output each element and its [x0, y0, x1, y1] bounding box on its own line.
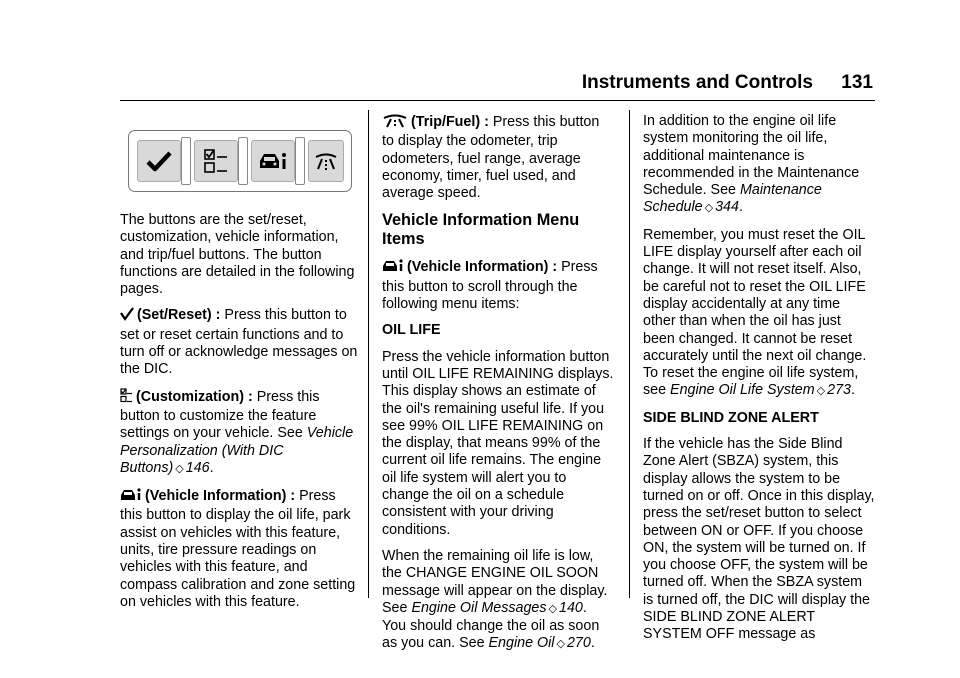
trip-fuel-button[interactable] — [308, 140, 344, 182]
oil-low-paragraph: When the remaining oil life is low, the CHANGE ENGINE OIL SOON message will appear on the display. See Engine Oil Messages ◇ 140. You should change the oil as soon as you can. See Engine Oil ◇ 270. — [382, 547, 608, 652]
trip-fuel-description — [382, 113, 614, 202]
check-icon — [120, 307, 134, 326]
set-reset-button[interactable] — [137, 140, 181, 182]
xref-engine-oil-messages[interactable]: Engine Oil Messages — [411, 599, 547, 616]
column-2 — [382, 113, 614, 663]
dic-button-panel — [128, 130, 352, 192]
check-icon — [146, 150, 172, 172]
vehicle-info-label: (Vehicle Information) : — [145, 488, 296, 505]
xref-arrow-icon: ◇ — [175, 462, 184, 475]
customization-button[interactable] — [194, 140, 238, 182]
customize-icon — [120, 388, 133, 408]
vehicle-info-text: Press this button to display the oil life, park assist on vehicles with this feature, units, tire pressure readings on vehicles with this feature, and compass calibration and zone setting on vehicles with this feature. — [120, 488, 356, 610]
column-divider — [629, 110, 630, 598]
vehicle-info-menu-description — [382, 258, 614, 313]
xref-engine-oil[interactable]: Engine Oil — [488, 635, 555, 652]
xref-page[interactable]: 344 — [715, 199, 739, 216]
xref-arrow-icon: ◇ — [548, 602, 558, 615]
customize-icon — [203, 148, 229, 174]
sbza-heading: SIDE BLIND ZONE ALERT — [643, 409, 819, 426]
vehicle-info-menu-text: Press this button to scroll through the following menu items: — [382, 259, 598, 313]
customization-description: (Customization) : Press this button to customize the feature settings on your vehicle. See Vehicle Personalization (With DIC Buttons) ◇ 146. — [120, 388, 354, 476]
maintenance-paragraph: In addition to the engine oil life system monitoring the oil life, additional maintenance is recommended in the Maintenance Schedule. See Maintenance Schedule ◇ 344. — [643, 113, 860, 216]
xref-page[interactable]: 140 — [559, 599, 583, 616]
xref-arrow-icon: ◇ — [816, 385, 826, 398]
xref-page[interactable]: 273 — [827, 382, 851, 399]
xref-maintenance-schedule[interactable]: Maintenance Schedule — [643, 182, 822, 216]
trip-fuel-icon — [382, 113, 408, 133]
vehicle-info-icon — [258, 150, 288, 172]
page-number: 131 — [841, 72, 873, 93]
reset-paragraph: Remember, you must reset the OIL LIFE display yourself after each oil change. It will not reset itself. Also, be careful not to reset the OIL LIFE display accidentally at any time other than when the oil has just been changed. It cannot be reset accurately until the next oil change. To reset the engine oil life system, see Engine Oil Life System ◇ 273. — [643, 226, 867, 399]
vehicle-information-button[interactable] — [251, 140, 295, 182]
trip-fuel-label: (Trip/Fuel) : — [411, 114, 489, 130]
set-reset-description — [120, 307, 358, 378]
vehicle-info-description — [120, 487, 358, 611]
column-1 — [120, 113, 358, 620]
trip-fuel-icon — [314, 151, 338, 171]
oil-life-heading: OIL LIFE — [382, 322, 441, 339]
customization-label: (Customization) : — [136, 388, 253, 405]
customization-text: Press this button to customize the feature settings on your vehicle. See — [120, 388, 320, 442]
oil-life-paragraph: Press the vehicle information button until OIL LIFE REMAINING displays. This display shows an estimate of the oil's remaining useful life. If you see 99% OIL LIFE REMAINING on the display, that means 99% of the current oil life remains. The engine oil life system will alert you to change the oil on a schedule consistent with your driving conditions. — [382, 348, 614, 538]
trip-fuel-text: Press this button to display the odometer, trip odometers, fuel range, average economy, timer, fuel used, and average speed. — [382, 114, 600, 202]
panel-separator — [295, 137, 305, 185]
xref-engine-oil-life-system[interactable]: Engine Oil Life System — [670, 382, 815, 399]
xref-vehicle-personalization[interactable]: Vehicle Personalization (With DIC Buttons) — [120, 425, 354, 476]
xref-page[interactable]: 270 — [566, 635, 591, 652]
vehicle-info-icon — [382, 258, 404, 278]
intro-paragraph: The buttons are the set/reset, customization, vehicle information, and trip/fuel buttons. The button functions are detailed in the following pages. — [120, 212, 355, 298]
panel-separator — [238, 137, 248, 185]
vehicle-info-menu-label: (Vehicle Information) : — [407, 259, 558, 276]
column-divider — [368, 110, 369, 598]
set-reset-text: Press this button to set or reset certain functions and to turn off or acknowledge messages on the DIC. — [120, 307, 358, 378]
vehicle-info-icon — [120, 487, 142, 507]
set-reset-label: (Set/Reset) : — [137, 307, 221, 324]
xref-arrow-icon: ◇ — [556, 638, 565, 651]
panel-separator — [181, 137, 191, 185]
sbza-paragraph: If the vehicle has the Side Blind Zone Alert (SBZA) system, this display allows the system to be turned on or off. Once in this display, press the set/reset button to select between ON or OFF. If you choose ON, the system will be turned on. If you choose OFF, the system will be turned off. When the SBZA system is turned off, the DIC will display the SIDE BLIND ZONE ALERT SYSTEM OFF message as — [643, 436, 875, 643]
column-3 — [643, 113, 875, 653]
xref-page[interactable]: 146 — [185, 459, 210, 476]
page-header — [120, 70, 875, 101]
section-heading: Vehicle Information Menu Items — [382, 211, 580, 249]
xref-arrow-icon: ◇ — [704, 202, 714, 215]
section-title: Instruments and Controls — [581, 72, 813, 93]
